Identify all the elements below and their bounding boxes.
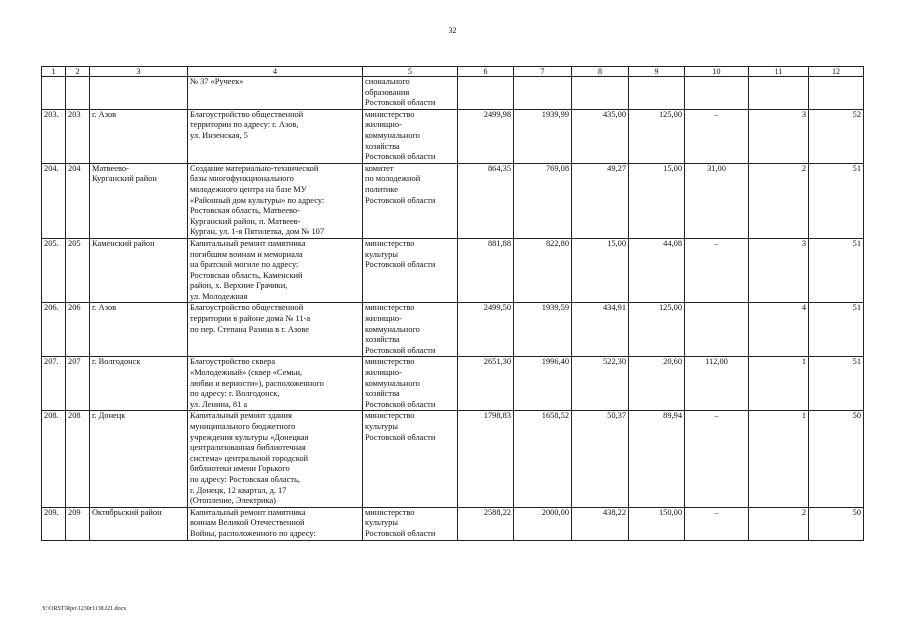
local-budget-cell: 435,00: [572, 109, 629, 163]
column-header: 11: [749, 67, 809, 77]
score-cell: 50: [809, 411, 864, 507]
municipality-cell: г. Волгодонск: [90, 357, 188, 411]
municipality-cell: Октябрьский район: [90, 507, 188, 540]
total-cost-cell: [458, 77, 514, 110]
extra-funds-cell: 31,00: [685, 163, 749, 238]
column-header: 4: [188, 67, 363, 77]
item-number-cell: 204: [66, 163, 90, 238]
priority-cell: 3: [749, 238, 809, 303]
other-funds-cell: 89,94: [629, 411, 685, 507]
total-cost-cell: 2499,98: [458, 109, 514, 163]
column-header: 3: [90, 67, 188, 77]
object-name-cell: № 37 «Ручеек»: [188, 77, 363, 110]
total-cost-cell: 2651,30: [458, 357, 514, 411]
table-row: [42, 109, 864, 163]
regional-budget-cell: 1939,59: [514, 303, 572, 357]
municipality-cell: г. Азов: [90, 109, 188, 163]
row-number-cell: 203.: [42, 109, 66, 163]
table-row: [42, 411, 864, 507]
priority-cell: 1: [749, 411, 809, 507]
municipality-cell: Матвеево- Курганский район: [90, 163, 188, 238]
total-cost-cell: 864,35: [458, 163, 514, 238]
score-cell: [809, 77, 864, 110]
total-cost-cell: 2499,50: [458, 303, 514, 357]
priority-cell: 2: [749, 507, 809, 540]
priority-cell: 1: [749, 357, 809, 411]
row-number-cell: 207.: [42, 357, 66, 411]
local-budget-cell: 522,30: [572, 357, 629, 411]
table-row: [42, 357, 864, 411]
local-budget-cell: 50,37: [572, 411, 629, 507]
item-number-cell: 203: [66, 109, 90, 163]
register-table: [41, 66, 864, 541]
priority-cell: 2: [749, 163, 809, 238]
table-row: [42, 238, 864, 303]
item-number-cell: 206: [66, 303, 90, 357]
table-row: [42, 303, 864, 357]
extra-funds-cell: –: [685, 507, 749, 540]
priority-cell: [749, 77, 809, 110]
local-budget-cell: 49,27: [572, 163, 629, 238]
other-funds-cell: [629, 77, 685, 110]
municipality-cell: [90, 77, 188, 110]
item-number-cell: 205: [66, 238, 90, 303]
other-funds-cell: 125,00: [629, 303, 685, 357]
local-budget-cell: [572, 77, 629, 110]
column-header: 10: [685, 67, 749, 77]
local-budget-cell: 15,00: [572, 238, 629, 303]
responsible-body-cell: комитет по молодежной политике Ростовской области: [363, 163, 458, 238]
column-header: 12: [809, 67, 864, 77]
table-row: [42, 77, 864, 110]
responsible-body-cell: сионального образования Ростовской области: [363, 77, 458, 110]
object-name-cell: Благоустройство общественной территории в районе дома № 11-а по пер. Степана Разина в г. Азове: [188, 303, 363, 357]
extra-funds-cell: –: [685, 109, 749, 163]
responsible-body-cell: министерство культуры Ростовской области: [363, 507, 458, 540]
other-funds-cell: 125,00: [629, 109, 685, 163]
score-cell: 50: [809, 507, 864, 540]
score-cell: 52: [809, 109, 864, 163]
column-header: 2: [66, 67, 90, 77]
column-header: 9: [629, 67, 685, 77]
regional-budget-cell: 2000,00: [514, 507, 572, 540]
other-funds-cell: 15,00: [629, 163, 685, 238]
score-cell: 51: [809, 238, 864, 303]
extra-funds-cell: [685, 77, 749, 110]
table-row: [42, 507, 864, 540]
municipality-cell: г. Азов: [90, 303, 188, 357]
row-number-cell: 206.: [42, 303, 66, 357]
score-cell: 51: [809, 303, 864, 357]
row-number-cell: 209.: [42, 507, 66, 540]
extra-funds-cell: –: [685, 411, 749, 507]
other-funds-cell: 44,08: [629, 238, 685, 303]
extra-funds-cell: [685, 303, 749, 357]
responsible-body-cell: министерство жилищно- коммунального хозяйства Ростовской области: [363, 357, 458, 411]
row-number-cell: 205.: [42, 238, 66, 303]
object-name-cell: Благоустройство сквера «Молодежный» (сквер «Семьи, любви и верности»), расположенного по адресу: г. Волгодонск, ул. Ленина, 81 а: [188, 357, 363, 411]
row-number-cell: [42, 77, 66, 110]
item-number-cell: 207: [66, 357, 90, 411]
responsible-body-cell: министерство жилищно- коммунального хозяйства Ростовской области: [363, 109, 458, 163]
priority-cell: 3: [749, 109, 809, 163]
responsible-body-cell: министерство культуры Ростовской области: [363, 411, 458, 507]
item-number-cell: 209: [66, 507, 90, 540]
regional-budget-cell: 1939,99: [514, 109, 572, 163]
regional-budget-cell: 1658,52: [514, 411, 572, 507]
object-name-cell: Благоустройство общественной территории по адресу: г. Азов, ул. Инзенская, 5: [188, 109, 363, 163]
object-name-cell: Капитальный ремонт памятника воинам Великой Отечественной Войны, расположенного по адресу:: [188, 507, 363, 540]
local-budget-cell: 438,22: [572, 507, 629, 540]
column-header: 7: [514, 67, 572, 77]
extra-funds-cell: –: [685, 238, 749, 303]
score-cell: 51: [809, 163, 864, 238]
page-number: 32: [448, 26, 457, 35]
table-row: [42, 163, 864, 238]
footer-file-path: Y:\ORST\Rpo\1230r1138.f21.docx: [42, 606, 127, 612]
column-header: 6: [458, 67, 514, 77]
responsible-body-cell: министерство жилищно- коммунального хозяйства Ростовской области: [363, 303, 458, 357]
priority-cell: 4: [749, 303, 809, 357]
regional-budget-cell: 822,80: [514, 238, 572, 303]
column-header: 1: [42, 67, 66, 77]
total-cost-cell: 2588,22: [458, 507, 514, 540]
item-number-cell: [66, 77, 90, 110]
regional-budget-cell: 769,08: [514, 163, 572, 238]
other-funds-cell: 20,60: [629, 357, 685, 411]
object-name-cell: Создание материально-технической базы многофункционального молодежного центра на базе МУ «Районный дом культуры» по адресу: Ростовская область, Матвеево- Курганский район, п. Матвеев- Курган, ул. 1-я Пятилетка, дом № 107: [188, 163, 363, 238]
other-funds-cell: 150,00: [629, 507, 685, 540]
header-row: [42, 67, 864, 77]
table-body: [42, 77, 864, 541]
column-header: 5: [363, 67, 458, 77]
municipality-cell: г. Донецк: [90, 411, 188, 507]
score-cell: 51: [809, 357, 864, 411]
object-name-cell: Капитальный ремонт здания муниципального бюджетного учреждения культуры «Донецкая централизованная библиотечная система» центральной городской библиотеки имени Горького по адресу: Ростовская область, г. Донецк, 12 квартал, д. 17 (Отопление, Электрика): [188, 411, 363, 507]
item-number-cell: 208: [66, 411, 90, 507]
regional-budget-cell: 1996,40: [514, 357, 572, 411]
municipality-cell: Каменский район: [90, 238, 188, 303]
responsible-body-cell: министерство культуры Ростовской области: [363, 238, 458, 303]
regional-budget-cell: [514, 77, 572, 110]
column-header: 8: [572, 67, 629, 77]
row-number-cell: 204.: [42, 163, 66, 238]
total-cost-cell: 881,88: [458, 238, 514, 303]
total-cost-cell: 1798,83: [458, 411, 514, 507]
extra-funds-cell: 112,00: [685, 357, 749, 411]
row-number-cell: 208.: [42, 411, 66, 507]
local-budget-cell: 434,91: [572, 303, 629, 357]
object-name-cell: Капитальный ремонт памятника погибшим воинам и мемориала на братской могиле по адресу: Ростовская область, Каменский район, х. Верхние Грачики, ул. Молодежная: [188, 238, 363, 303]
